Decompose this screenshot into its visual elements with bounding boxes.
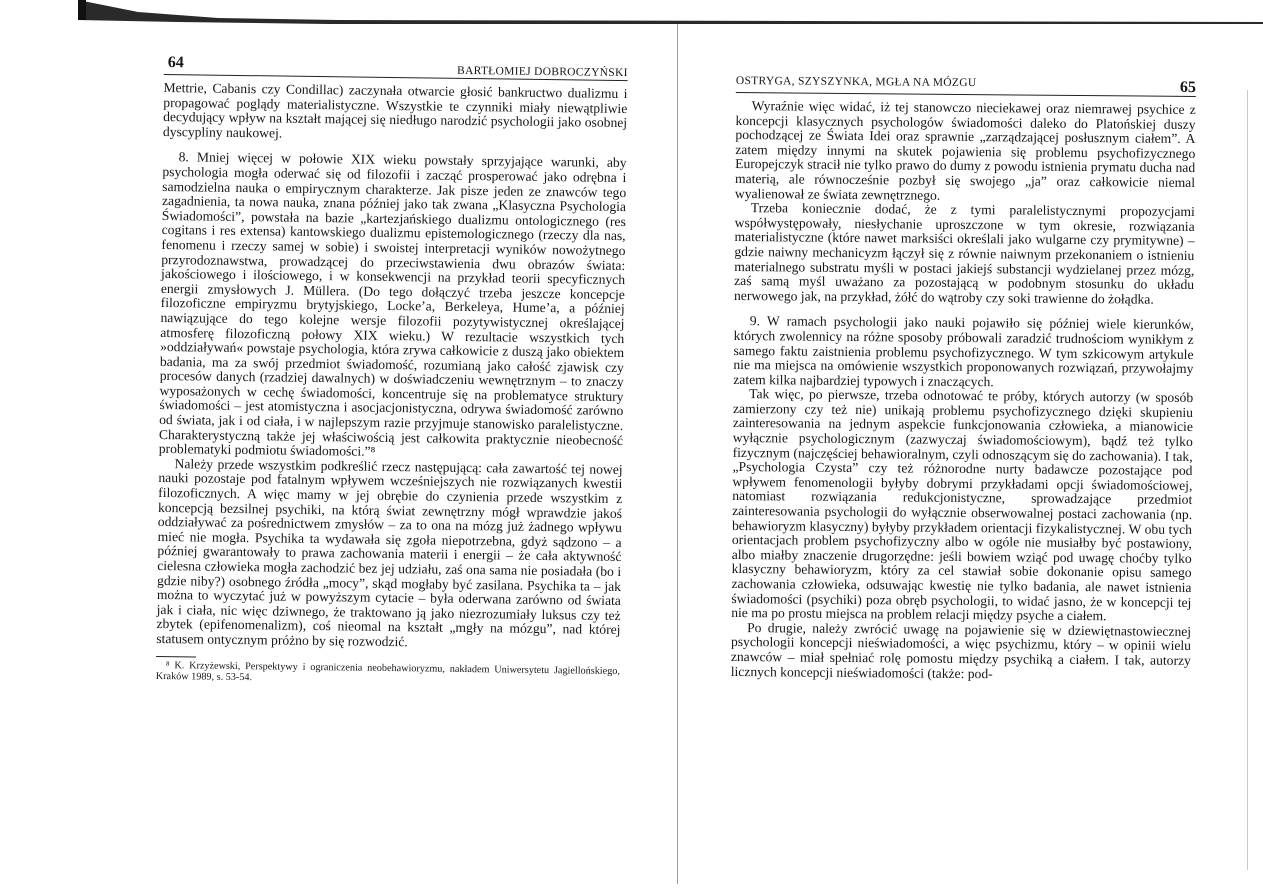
right-paragraph: Tak więc, po pierwsze, trzeba odnotować te próby, których autorzy (w sposób zamierzony czy też nie) unikają problemu psychofizycznego dzięki skupieniu zainteresowania na jednym aspekcie funkcjonowania człowieka, a mianowicie wyłącznie psychologicznym (zazwyczaj świadomościowym), bądź też tylko fizycznym (najczęściej behawioralnym, czyli odnoszącym się do zachowania). I tak, „Psychologia Czysta” czy też różnorodne nurty badawcze pozostające pod wpływem fenomenologii byłyby dobrymi przykładami opcji świadomościowej, natomiast rozwiązania redukcjonistyczne, sprowadzające przedmiot zainteresowania psychologii do wyłącznie obserwowalnej postaci zachowania (np. behawioryzm klasyczny) byłyby przykładem orientacji fizykalistycznej. W obu tych orientacjach problem psychofizyczny albo w ogóle nie musiałby być postawiony, albo miałby znaczenie drugorzędne: jeśli bowiem wziąć pod uwagę choćby tylko klasyczny behawioryzm, który za cel stawiał sobie dokonanie opisu samego zachowania człowieka, odsuwając kwestię nie tylko badania, ale nawet istnienia świadomości (psychiki) poza obręb psychologii, to widać jasno, że w koncepcji tej nie ma po prostu miejsca na problem relacji między psyche a ciałem. [731, 386, 1194, 624]
book-spine-line [677, 24, 678, 884]
left-running-head: BARTŁOMIEJ DOBROCZYŃSKI [456, 64, 628, 80]
right-paragraph: 9. W ramach psychologii jako nauki pojawiło się później wiele kierunków, których zwolennicy na różne sposoby próbowali zaradzić trudnościom wynikłym z samego faktu zaistnienia problemu psychofizycznego. W tym szkicowym artykule nie ma miejsca na omówienie wszystkich proponowanych rozwiązań, przywołajmy zatem kilka najbardziej typowych i znaczących. [733, 313, 1194, 389]
left-paragraph: Należy przede wszystkim podkreślić rzecz następującą: cała zawartość tej nowej nauki pozostaje pod fatalnym wpływem wcześniejszych nie rozwiązanych kwestii filozoficznych. A więc mamy w jej obrębie do czynienia przede wszystkim z koncepcją bezsilnej psychiki, na którą świat zewnętrzny mógł wprawdzie jakoś oddziaływać za pośrednictwem zmysłów – za to ona na mózg już żadnego wpływu mieć nie mogła. Psychika ta wydawała się zgoła niepotrzebna, gdyż sądzono – a później gwarantowały to prawa zachowania materii i energii – że cała aktywność cielesna człowieka mogła zachodzić bez jej udziału, zaś ona sama nie posiadała (bo i gdzie niby?) osobnego źródła „mocy”, skąd mogłaby być zasilana. Psychika ta – jak można to wyczytać już w powyższym cytacie – była oderwana zarówno od świata jak i ciała, nic więc dziwnego, że traktowano ją jako niezrozumiały luksus czy też zbytek (epifenomenalizm), coś nieomal na kształt „mgły na mózgu”, nad której statusem ontycznym próżno by się rozwodzić. [156, 456, 623, 650]
footnote-rule [156, 656, 196, 658]
right-page [730, 70, 1196, 681]
left-paragraph: 8. Mniej więcej w połowie XIX wieku powstały sprzyjające warunki, aby psychologia mogła oderwać się od filozofii i zacząć prosperować jako odrębna i samodzielna nauka o empirycznym charakterze. Jak pisze jeden ze znawców tego zagadnienia, ta nowa nauka, znana później jako tak zwana „Klasyczna Psychologia Świadomości”, powstała na bazie „kartezjańskiego dualizmu ontologicznego (res cogitans i res extensa) kantowskiego dualizmu epistemologicznego (rzeczy dla nas, fenomenu i rzeczy samej w sobie) i swoistej interpretacji wyników nowożytnego przyrodoznawstwa, prowadzącej do przeciwstawienia dwu obrazów świata: jakościowego i ilościowego, i w konsekwencji na przykład teorii specyficznych energii zmysłowych J. Müllera. (Do tego dołączyć trzeba jeszcze koncepcje filozoficzne empiryzmu brytyjskiego, Locke’a, Berkeleya, Hume’a, a później nawiązujące do tego kolejne wersje filozofii pozytywistycznej określającej atmosferę filozoficzną połowy XIX wieku.) W rezultacie wszystkich tych »oddziaływań« powstaje psychologia, która zrywa całkowicie z duszą jako obiektem badania, ma za swój przedmiot świadomość, rozumianą jako całość zjawisk czy procesów danych (rzadziej dawalnych) w doświadczeniu wewnętrznym – to znaczy wyposażonych w cechę świadomości, koncentruje się na problematyce struktury świadomości – jest atomistyczna i asocjacjonistyczna, odrywa świadomość zarówno od świata, jak i od ciała, i w najlepszym razie przyjmuje stanowisko paralelistyczne. Charakterystyczną także jej właściwością jest całkowita praktycznie nieobecność problematyki podmiotu świadomości.”⁸ [158, 149, 627, 460]
left-paragraph: Mettrie, Cabanis czy Condillac) zaczynała otwarcie głosić bankructwo dualizmu i propagować poglądy materialistyczne. Wszystkie te czynniki miały niewątpliwie decydujący wpływ na kształt mającej się niedługo narodzić psychologii jako osobnej dyscypliny naukowej. [162, 79, 628, 141]
left-page-header [164, 52, 628, 81]
right-paragraph: Wyraźnie więc widać, iż tej stanowczo nieciekawej oraz niemrawej psychice z koncepcji klasycznych psychologów świadomości daleko do Platońskiej duszy pochodzącej ze Świata Idei oraz sprawnie „zarządzającej posłusznym ciałem”. A zatem między innymi na skutek pojawienia się problemu psychofizycznego Europejczyk stracił nie tylko prawo do dumy z powodu istnienia prymatu ducha nad materią, ale równocześnie pozbył się swojego „ja” oraz całkowicie niemal wyalienował ze świata zewnętrznego. [734, 98, 1196, 203]
right-paragraph: Trzeba koniecznie dodać, że z tymi paralelistycznymi propozycjami współwystępowały, niesłychanie uproszczone w tym okresie, rozwiązania materialistyczne (które nawet marksiści określali jako wulgarne czy prymitywne) – gdzie naiwny mechanicyzm łączył się z równie naiwnym przekonaniem o istnieniu materialnego substratu myśli w postaci jakiejś substancji wydzielanej przez mózg, zaś samą myśl uważano za pozostającą w podobnym stosunku do układu nerwowego jak, na przykład, żółć do wątroby czy soki trawienne do żołądka. [733, 200, 1195, 307]
right-paragraph: Po drugie, należy zwrócić uwagę na pojawienie się w dziewiętnastowiecznej psychologii koncepcji nieświadomości, a więc psychizmu, który – w opinii wielu znawców – miał spełniać rolę pomostu między psychiką a ciałem. I tak, autorzy licznych koncepcji nieświadomości (także: pod- [730, 619, 1192, 681]
left-page [155, 52, 628, 684]
right-page-header [736, 70, 1196, 97]
scan-edge-artifact [78, 0, 1263, 28]
right-page-number: 65 [1179, 78, 1196, 97]
page-edge-mark [1247, 90, 1248, 870]
right-running-head: OSTRYGA, SZYSZYNKA, MGŁA NA MÓZGU [735, 74, 977, 90]
footnote: ⁸ K. Krzyżewski, Perspektywy i ograniczenia neobehawioryzmu, nakładem Uniwersytetu Jagiellońskiego, Kraków 1989, s. 53-54. [155, 659, 621, 684]
left-page-number: 64 [167, 54, 184, 72]
